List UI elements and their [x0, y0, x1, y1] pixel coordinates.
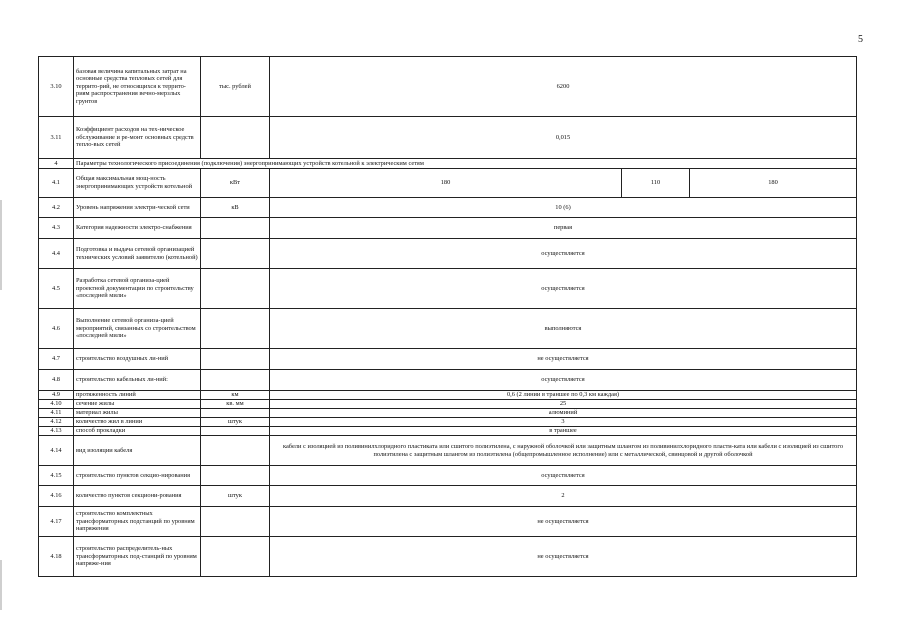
table-row: [39, 409, 857, 418]
table-row: [39, 466, 857, 486]
row-number: 4.5: [39, 269, 74, 309]
unit: [201, 269, 270, 309]
parameter-name: строительство кабельных ли-ний:: [74, 370, 201, 391]
row-number: 4.15: [39, 466, 74, 486]
unit: тыс. рублей: [201, 57, 270, 117]
value: в траншее: [270, 427, 857, 436]
parameter-name: вид изоляции кабеля: [74, 436, 201, 466]
table-row: [39, 198, 857, 218]
parameter-name: Подготовка и выдача сетевой организацией технических условий заявителю (котельной): [74, 239, 201, 269]
value: 180: [270, 169, 622, 198]
unit: штук: [201, 486, 270, 507]
table-row: [39, 309, 857, 349]
unit: [201, 117, 270, 159]
value: осуществляется: [270, 466, 857, 486]
parameter-name: количество пунктов секциони-рования: [74, 486, 201, 507]
row-number: 4.17: [39, 507, 74, 537]
row-number: 3.10: [39, 57, 74, 117]
row-number: 3.11: [39, 117, 74, 159]
row-number: 4.14: [39, 436, 74, 466]
unit: [201, 309, 270, 349]
value: осуществляется: [270, 239, 857, 269]
value: 25: [270, 400, 857, 409]
row-number: 4.16: [39, 486, 74, 507]
value: осуществляется: [270, 370, 857, 391]
unit: [201, 218, 270, 239]
value: алюминий: [270, 409, 857, 418]
parameter-name: строительство воздушных ли-ний: [74, 349, 201, 370]
table-row: [39, 418, 857, 427]
parameter-name: способ прокладки: [74, 427, 201, 436]
row-number: 4: [39, 159, 74, 169]
table-row: [39, 349, 857, 370]
unit: км: [201, 391, 270, 400]
unit: [201, 466, 270, 486]
row-number: 4.2: [39, 198, 74, 218]
value: 6200: [270, 57, 857, 117]
table-row: [39, 486, 857, 507]
value: 110: [622, 169, 690, 198]
table-row: [39, 436, 857, 466]
unit: кВ: [201, 198, 270, 218]
page-number: 5: [858, 34, 863, 45]
unit: кВт: [201, 169, 270, 198]
scan-edge-mark: [0, 200, 2, 290]
unit: [201, 507, 270, 537]
table-row: [39, 57, 857, 117]
table-row: [39, 218, 857, 239]
table-row: [39, 537, 857, 577]
parameter-name: базовая величина капитальных затрат на основные средства тепловых сетей для террито-рий, не относящихся к террито-риям распространения вечно-мерзлых грунтов: [74, 57, 201, 117]
value: осуществляется: [270, 269, 857, 309]
parameter-name: Уровень напряжения электри-ческой сети: [74, 198, 201, 218]
parameter-name: Категория надежности электро-снабжения: [74, 218, 201, 239]
row-number: 4.6: [39, 309, 74, 349]
section-title: Параметры технологического присоединения (подключения) энергопринимающих устройств котельной к электрическим сетям: [74, 159, 857, 169]
unit: [201, 427, 270, 436]
table-row: [39, 507, 857, 537]
value: 10 (6): [270, 198, 857, 218]
row-number: 4.18: [39, 537, 74, 577]
value: выполняются: [270, 309, 857, 349]
parameter-name: Коэффициент расходов на тех-ническое обслуживание и ре-монт основных средств тепло-вых сетей: [74, 117, 201, 159]
unit: [201, 239, 270, 269]
row-number: 4.8: [39, 370, 74, 391]
value: не осуществляется: [270, 349, 857, 370]
row-number: 4.1: [39, 169, 74, 198]
table-row: [39, 370, 857, 391]
row-number: 4.4: [39, 239, 74, 269]
parameter-name: количество жил в линии: [74, 418, 201, 427]
table-row: [39, 391, 857, 400]
value: 2: [270, 486, 857, 507]
table-row: [39, 427, 857, 436]
parameter-name: протяженность линий: [74, 391, 201, 400]
unit: [201, 409, 270, 418]
parameters-table: [38, 56, 857, 577]
unit: [201, 436, 270, 466]
row-number: 4.13: [39, 427, 74, 436]
value: 0,015: [270, 117, 857, 159]
unit: штук: [201, 418, 270, 427]
row-number: 4.12: [39, 418, 74, 427]
table-row: [39, 269, 857, 309]
parameter-name: Выполнение сетевой организа-цией мероприятий, связанных со строительством «последней мили»: [74, 309, 201, 349]
row-number: 4.7: [39, 349, 74, 370]
unit: [201, 370, 270, 391]
table-row: [39, 117, 857, 159]
parameter-name: материал жилы: [74, 409, 201, 418]
value: 180: [690, 169, 857, 198]
unit: кв. мм: [201, 400, 270, 409]
value: 3: [270, 418, 857, 427]
scan-edge-mark: [0, 560, 2, 610]
table-row: [39, 239, 857, 269]
value: первая: [270, 218, 857, 239]
row-number: 4.10: [39, 400, 74, 409]
value: 0,6 (2 линии в траншее по 0,3 км каждая): [270, 391, 857, 400]
table-row: [39, 400, 857, 409]
parameter-name: Разработка сетевой организа-цией проектной документации по строительству «последней мили»: [74, 269, 201, 309]
row-number: 4.3: [39, 218, 74, 239]
parameter-name: строительство пунктов секцио-нирования: [74, 466, 201, 486]
row-number: 4.11: [39, 409, 74, 418]
value: кабели с изоляцией из поливинилхлоридного пластиката или сшитого полиэтилена, с наружной оболочкой или защитным шлангом из поливинилхлоридного пласти-ката или кабели с изоляцией из сшитого полиэтилена с защитным шлангом из полиэтилена (общепромышленное исполнение) или с металлической, свинцовой и другой оболочкой: [270, 436, 857, 466]
parameter-name: строительство комплектных трансформаторных подстанций по уровням напряжения: [74, 507, 201, 537]
parameter-name: Общая максимальная мощ-ность энергопринимающих устройств котельной: [74, 169, 201, 198]
parameter-name: сечение жилы: [74, 400, 201, 409]
table-row: [39, 169, 857, 198]
row-number: 4.9: [39, 391, 74, 400]
value: не осуществляется: [270, 507, 857, 537]
unit: [201, 537, 270, 577]
section-row: [39, 159, 857, 169]
parameter-name: строительство распределитель-ных трансформаторных под-станций по уровням напряже-ния: [74, 537, 201, 577]
unit: [201, 349, 270, 370]
value: не осуществляется: [270, 537, 857, 577]
